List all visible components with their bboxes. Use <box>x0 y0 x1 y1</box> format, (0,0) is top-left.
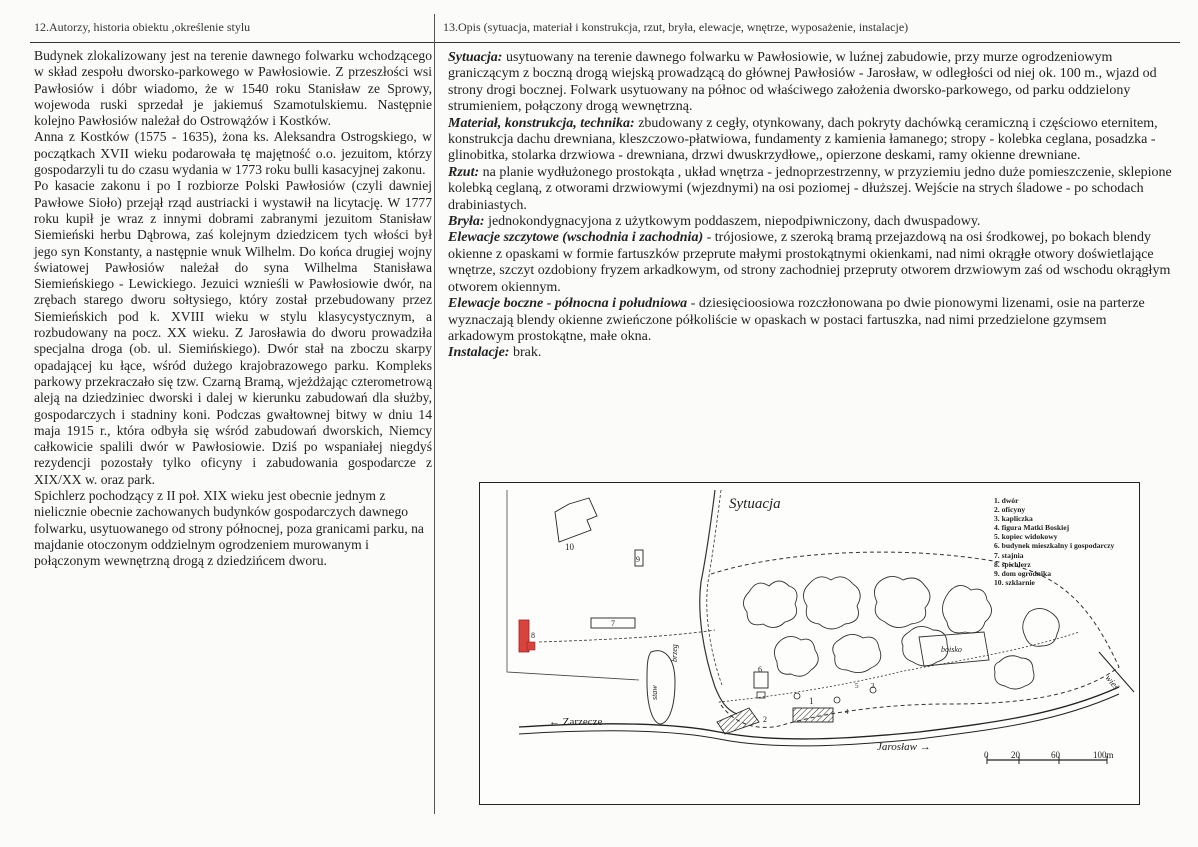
section-elewacje-boczne <box>448 296 1173 345</box>
right-header: 13.Opis (sytuacja, materiał i konstrukcja, rzut, bryła, elewacje, wnętrze, wyposażenie, instalacje) <box>443 20 909 34</box>
elewacje-boczne-text: - dziesięcioosiowa rozczłonowana po dwie pionowymi lizenami, osie na parterze wyznaczają blendy okienne zwieńczone półkoliście w opaskach w postaci fartuszka, nad nimi przedzielone gzymsem arkadowym prostokątne, małe okna. <box>448 296 1145 344</box>
elewacje-szczytowe-text: - trójosiowe, z szeroką bramą przejazdową na osi środkowej, po bokach blendy okienne z opaskami w formie fartuszków przeprute małymi prostokątnymi okienkami, nad nimi okrągłe otwory doświetlające wnętrze, szczyt ozdobiony fryzem arkadkowym, od strony zachodniej przepruty otworem drzwiowym zaś od wschodu okrągłym otworem okiennym. <box>448 230 1171 295</box>
section-rzut <box>448 165 1173 214</box>
bryla-text: jednokondygnacyjona z użytkowym poddaszem, niepodpiwniczony, dach dwuspadowy. <box>484 214 981 230</box>
arrow-right-icon: → <box>916 741 931 753</box>
park-label: boisko <box>941 645 962 654</box>
header-rule <box>30 42 1180 43</box>
material-label: Materiał, konstrukcja, technika: <box>448 115 635 131</box>
map-title: Sytuacja <box>729 496 781 512</box>
section-instalacje <box>448 345 1173 361</box>
map-number-5: 5 <box>855 682 859 690</box>
map-number-8: 8 <box>531 631 535 640</box>
instalacje-label: Instalacje: <box>448 345 510 361</box>
map-number-1: 1 <box>809 696 814 706</box>
granary-annex <box>527 642 535 650</box>
scale-tick-60: 60 <box>1051 750 1060 760</box>
map-number-10: 10 <box>565 542 574 552</box>
map-legend <box>994 496 1139 587</box>
elewacje-szczytowe-label: Elewacje szczytowe (wschodnia i zachodnia) <box>448 230 704 246</box>
legend-item: 6. budynek mieszkalny i gospodarczy <box>994 541 1115 551</box>
map-number-2: 2 <box>763 715 767 724</box>
left-header: 12.Autorzy, historia obiektu ,określenie stylu <box>34 20 251 34</box>
section-elewacje-szczytowe <box>448 230 1173 296</box>
road-right-label: Jarosław <box>877 741 917 753</box>
legend-item: 5. kopiec widokowy <box>994 532 1058 542</box>
material-text: zbudowany z cegły, otynkowany, dach pokryty dachówką ceramiczną i częściowo eternitem, konstrukcja dachu drewniana, kleszczowo-płatwiowa, fundamenty z kamienia łamanego; stropy - kolebka ceglana, posadzka - glinobitka, stolarka drzwiowa - drewniana, drzwi dwuskrzydłowe,, opierzone deskami, ramy okienne drewniane. <box>448 115 1158 164</box>
legend-item: 8. spichlerz <box>994 559 1031 569</box>
rzut-text: na planie wydłużonego prostokąta , układ wnętrza - jednoprzestrzenny, w przyziemiu jedno duże pomieszczenie, sklepione kolebką ceglaną, z otworami drzwiowymi (wjezdnymi) na osi poziomej - dłuższej. Wejście na strych śladowe - po schodach drabiniastych. <box>448 164 1172 213</box>
map-number-6: 6 <box>758 665 762 674</box>
legend-item: 1. dwór <box>994 496 1019 505</box>
description-column <box>448 50 1173 362</box>
arrow-left-icon: ← <box>549 716 563 728</box>
map-number-3: 3 <box>871 682 875 690</box>
column-divider <box>434 14 435 814</box>
history-paragraph-2: Anna z Kostków (1575 - 1635), żona ks. Aleksandra Ostrogskiego, w początkach XVII wieku podarowała tę majętność o.o. jezuitom, którzy gospodarzyli tu do czasu wydania w 1773 roku bulli kasacyjnej zakonu. <box>34 129 432 178</box>
legend-item: 7. stajnia <box>994 550 1024 560</box>
road-label-south <box>877 741 931 753</box>
pond-label: brzeg <box>670 644 679 662</box>
map-number-4: 4 <box>845 708 849 716</box>
site-plan-map <box>479 482 1140 805</box>
legend-item: 2. oficyny <box>994 505 1026 515</box>
manor-building <box>793 708 833 722</box>
bryla-label: Bryła: <box>448 214 485 230</box>
sytuacja-text: usytuowany na terenie dawnego folwarku w Pawłosiowie, w luźnej zabudowie, przy murze ogrodzeniowym graniczącym z boczną drogą wiejską prowadzącą do głównej Pawłosiów - Jarosław, w odległości od niej ok. 100 m., wjazd od strony drogi bocznej. Folwark usytuowany na północ od właściwego założenia dworsko-parkowego, od parku oddzielony strumieniem, połączony drogą wewnętrzną. <box>448 50 1157 115</box>
section-material <box>448 116 1173 165</box>
scale-tick-20: 20 <box>1011 750 1020 760</box>
stream-label: staw <box>650 685 659 700</box>
legend-item: 4. figura Matki Boskiej <box>994 523 1070 533</box>
map-number-9: 9 <box>636 555 640 564</box>
map-number-7: 7 <box>611 619 615 628</box>
legend-item: 9. dom ogrodnika <box>994 568 1052 578</box>
road-label-east: wieś <box>1103 672 1122 692</box>
scale-tick-0: 0 <box>984 750 989 760</box>
history-paragraph-3: Po kasacie zakonu i po I rozbiorze Polski Pawłosiów (czyli dawniej Pawłowe Sioło) przejął rząd austriacki i wystawił na licytację. W 1777 roku kupił je wraz z innymi dobrami zabranymi jezuitom Stanisław Siemieński herbu Dąbrowa, zaś kolejnym dziedzicem tych włości był jego syn Konstanty, a następnie wnuk Wilhelm. Do końca drugiej wojny światowej Pawłosiów należał do syna Wilhelma Stanisława Siemieńskiego - Lewickiego. Jezuici wznieśli w Pawłosiowie dwór, na zrębach starego dworu sołtysiego, który został przebudowany przez Siemieńskich pod k. XVIII wieku w stylu klasycystycznym, a rozbudowany na pocz. XX wieku. Z Jarosławia do dworu prowadziła specjalna droga (ob. ul. Siemińskiego). Dwór stał na zboczu skarpy opadającej ku łące, wśród dużego krajobrazowego parku. Kompleks parkowy przekraczało się tzw. Czarną Bramą, wjeżdżając czterometrową aleją na dziedziniec dworski i dalej w kierunku zabudowań dla służby, gospodarczych i stadniny koni. Podczas gwałtownej bitwy w dniu 14 maja 1915 r., która odbyła się wśród zabudowań dworskich, Niemcy całkowicie spalili dwór w Pawłosiowie. Dziś po wspaniałej niegdyś rezydencji pozostały tylko oficyny i zabudowania gospodarcze z XIX/XX w. oraz park. <box>34 178 432 487</box>
section-bryla <box>448 214 1173 230</box>
legend-item: 3. kapliczka <box>994 514 1033 524</box>
scale-tick-100: 100m <box>1093 750 1114 760</box>
rzut-label: Rzut: <box>448 164 480 180</box>
history-paragraph-4: Spichlerz pochodzący z II poł. XIX wieku jest obecnie jednym z nielicznie obecnie zachowanych budynków gospodarczych dawnego folwarku, usytuowanego od strony północnej, poza granicami parku, na majdanie otoczonym oddzielnym ogrodzeniem murowanym i połączonym wewnętrzną drogą z dziedzińcem dworu. <box>34 488 424 569</box>
road-left-label: Zarzecze <box>562 716 603 728</box>
section-sytuacja <box>448 50 1173 116</box>
history-column <box>34 48 432 570</box>
sytuacja-label: Sytuacja: <box>448 50 503 65</box>
road-label-west <box>549 716 603 728</box>
history-paragraph-1: Budynek zlokalizowany jest na terenie dawnego folwarku wchodzącego w skład zespołu dworsko-parkowego w Pawłosiowie. Z przeszłości wsi Pawłosiów i dóbr wiadomo, że w 1540 roku Stanisław ze Sprowy, wojewoda ruski sprzedał je jakiemuś Szamotulskiemu. Następnie kolejno Pawłosiów należał do Ostrowążów i Kostków. <box>34 48 432 129</box>
instalacje-text: brak. <box>509 345 542 361</box>
legend-item: 10. szklarnie <box>994 577 1035 587</box>
elewacje-boczne-label: Elewacje boczne - północna i południowa <box>448 296 688 312</box>
